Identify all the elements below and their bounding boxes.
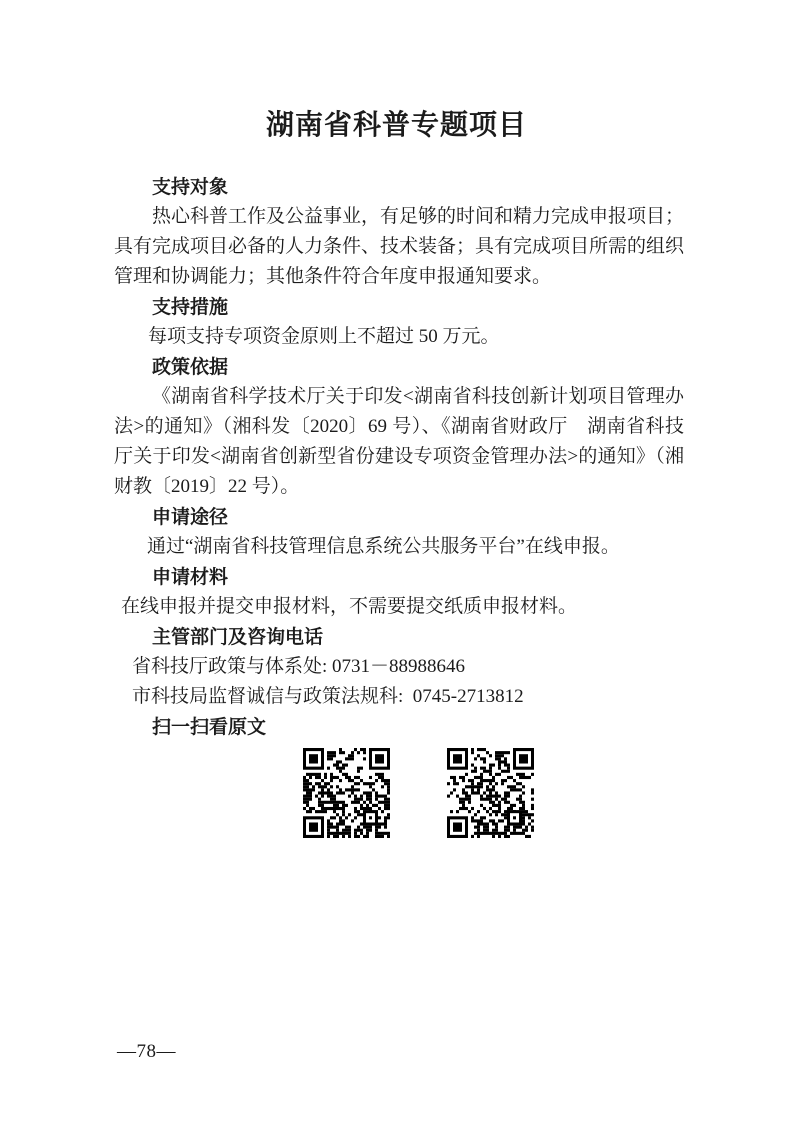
- heading-policy-basis: 政策依据: [152, 356, 229, 378]
- heading-support-measures: 支持措施: [152, 296, 229, 318]
- qr-code-icon-left: [303, 748, 390, 838]
- heading-authority-contacts: 主管部门及咨询电话: [152, 626, 324, 648]
- page-number: —78—: [117, 1041, 176, 1062]
- body-support-target: 热心科普工作及公益事业，有足够的时间和精力完成申报项目；具有完成项目必备的人力条件、技术装备；具有完成项目所需的组织管理和协调能力；其他条件符合年度申报通知要求。: [114, 206, 685, 287]
- contact-line-city: 市科技局监督诚信与政策法规科: 0745-2713812: [132, 686, 524, 707]
- page-title: 湖南省科普专题项目: [265, 110, 527, 141]
- body-application-materials: 在线申报并提交申报材料，不需要提交纸质申报材料。: [121, 596, 578, 617]
- body-application-channel: 通过“湖南省科技管理信息系统公共服务平台”在线申报。: [147, 536, 620, 557]
- contact-line-province: 省科技厅政策与体系处: 0731－88988646: [132, 656, 466, 677]
- heading-support-target: 支持对象: [152, 176, 229, 198]
- qr-code-icon-right: [447, 748, 534, 838]
- document-body: [114, 172, 684, 742]
- heading-scan-original: 扫一扫看原文: [152, 716, 267, 738]
- heading-application-materials: 申请材料: [152, 566, 229, 588]
- heading-application-channel: 申请途径: [152, 506, 229, 528]
- body-policy-basis: 《湖南省科学技术厅关于印发<湖南省科技创新计划项目管理办法>的通知》（湘科发〔2020〕69 号）、《湖南省财政厅 湖南省科技厅关于印发<湖南省创新型省份建设专项资金管理办法>的通知》（湘财教〔2019〕22 号）。: [114, 386, 684, 497]
- body-support-measures: 每项支持专项资金原则上不超过 50 万元。: [148, 326, 500, 347]
